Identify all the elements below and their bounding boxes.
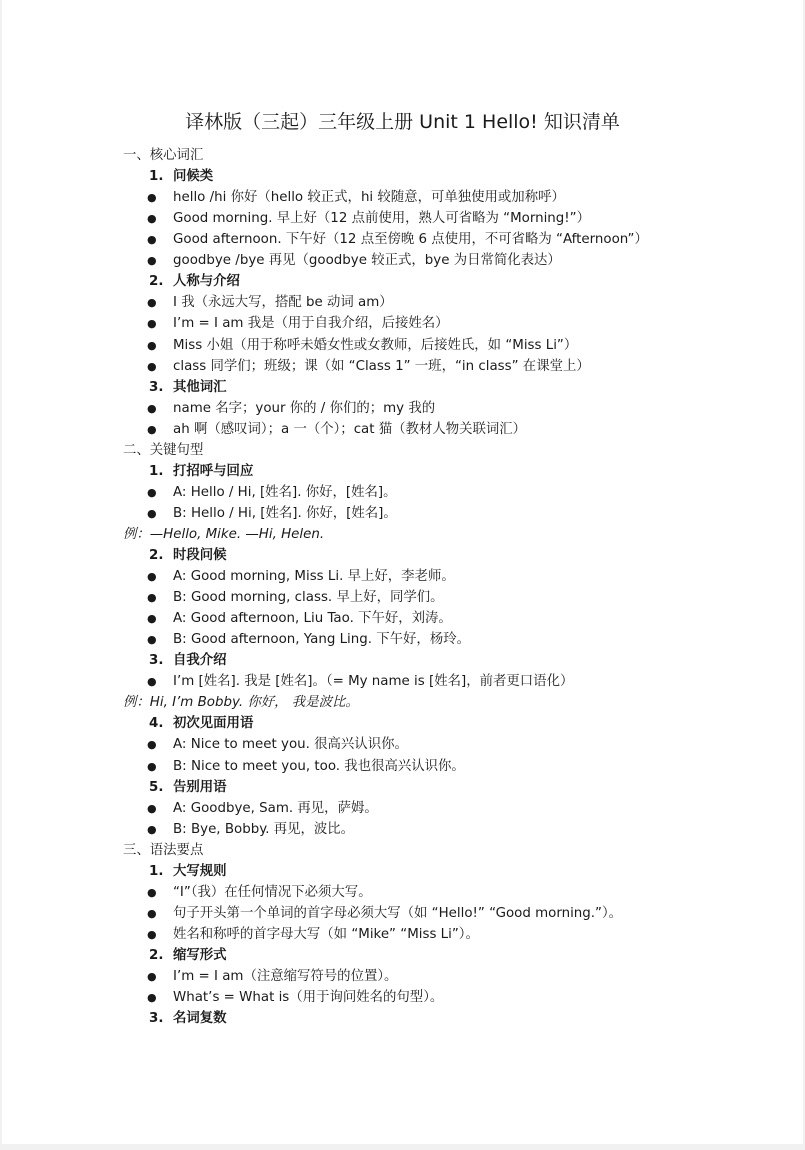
bullet-item-text: Good morning. 早上好（12 点前使用，熟人可省略为 “Morning!”）	[173, 211, 590, 227]
bullet-item	[147, 987, 443, 1008]
bullet-item	[147, 734, 408, 755]
bullet-item-text: class 同学们；班级；课（如 “Class 1” 一班，“in class” 在课堂上）	[173, 358, 590, 374]
bullet-item-text: B: Good afternoon, Yang Ling. 下午好，杨玲。	[173, 632, 470, 648]
subsection-heading	[149, 166, 213, 187]
bullet-icon: ●	[147, 485, 157, 499]
bullet-icon: ●	[147, 233, 157, 247]
subsection-heading	[149, 713, 253, 734]
subsection-heading-text: 名词复数	[173, 1011, 227, 1027]
subsection-number: 1.	[149, 863, 164, 879]
bullet-icon: ●	[147, 212, 157, 226]
subsection-number: 3.	[149, 1011, 164, 1027]
bullet-item-text: Good afternoon. 下午好（12 点至傍晚 6 点使用，不可省略为 “Afternoon”）	[173, 232, 648, 248]
subsection-heading-text: 告别用语	[173, 779, 227, 795]
subsection-number: 2.	[149, 548, 164, 563]
bullet-item	[147, 629, 470, 650]
bullet-item-text: I’m [姓名]. 我是 [姓名]。（= My name is [姓名]，前者更口语化）	[173, 674, 574, 690]
bullet-icon: ●	[147, 906, 157, 920]
bullet-icon: ●	[147, 633, 157, 647]
bullet-item	[147, 187, 565, 208]
subsection-heading	[149, 777, 227, 798]
bullet-item	[147, 313, 449, 334]
bullet-icon: ●	[147, 759, 157, 773]
subsection-number: 2.	[149, 947, 164, 963]
subsection-number: 3.	[149, 653, 164, 669]
subsection-heading-text: 问候类	[173, 169, 214, 185]
bullet-icon: ●	[147, 927, 157, 941]
bullet-item-text: A: Nice to meet you. 很高兴认识你。	[173, 737, 408, 753]
bullet-item	[147, 250, 561, 271]
bullet-item-text: Miss 小姐（用于称呼未婚女性或女教师，后接姓氏，如 “Miss Li”）	[173, 337, 578, 353]
example-line	[123, 524, 324, 545]
bullet-item-text: goodbye /bye 再见（goodbye 较正式，bye 为日常简化表达）	[173, 253, 561, 269]
bullet-item	[147, 356, 590, 377]
bullet-icon: ●	[147, 191, 157, 205]
bullet-item-text: 句子开头第一个单词的首字母必须大写（如 “Hello!” “Good morning.”）。	[173, 905, 623, 921]
bullet-item	[147, 229, 648, 250]
bullet-icon: ●	[147, 612, 157, 626]
bullet-item-text: I 我（永远大写，搭配 be 动词 am）	[173, 295, 393, 311]
section-heading-text: 三、语法要点	[123, 842, 204, 858]
bullet-icon: ●	[147, 591, 157, 604]
document-page	[2, 0, 803, 1144]
subsection-number: 2.	[149, 274, 164, 290]
bullet-item	[147, 482, 397, 503]
bullet-icon: ●	[147, 801, 157, 815]
bullet-item-text: A: Good afternoon, Liu Tao. 下午好，刘涛。	[173, 611, 452, 627]
bullet-item-text: B: Good morning, class. 早上好，同学们。	[173, 590, 444, 605]
example-line-text: 例：Hi, I’m Bobby. 你好， 我是波比。	[123, 695, 359, 711]
bullet-item-text: name 名字；your 你的 / 你们的；my 我的	[173, 400, 436, 416]
subsection-heading	[149, 861, 227, 882]
subsection-heading	[149, 271, 240, 292]
bullet-icon: ●	[147, 675, 157, 689]
bullet-item-text: ah 啊（感叹词）；a 一（个）；cat 猫（教材人物关联词汇）	[173, 421, 527, 437]
subsection-heading-text: 其他词汇	[173, 379, 227, 395]
subsection-heading-text: 缩写形式	[173, 947, 227, 963]
subsection-heading	[149, 945, 227, 966]
subsection-heading-text: 打招呼与回应	[173, 463, 254, 479]
section-heading-text: 一、核心词汇	[123, 148, 204, 163]
bullet-icon: ●	[147, 991, 157, 1004]
bullet-icon: ●	[147, 401, 157, 415]
document-title: 译林版（三起）三年级上册 Unit 1 Hello! 知识清单	[185, 111, 620, 133]
section-heading	[123, 440, 203, 461]
subsection-heading	[149, 650, 227, 671]
bullet-item	[147, 882, 372, 903]
bullet-item-text: What’s = What is（用于询问姓名的句型）。	[173, 990, 444, 1005]
bullet-icon: ●	[147, 338, 157, 352]
bullet-item	[147, 924, 479, 945]
bullet-icon: ●	[147, 506, 157, 520]
bullet-icon: ●	[147, 359, 157, 373]
bullet-item-text: A: Goodbye, Sam. 再见，萨姆。	[173, 800, 378, 816]
subsection-number: 3.	[149, 379, 164, 395]
bullet-item-text: B: Bye, Bobby. 再见，波比。	[173, 821, 355, 837]
section-heading	[123, 840, 203, 861]
bullet-item	[147, 398, 435, 419]
bullet-item	[147, 966, 397, 987]
subsection-heading-text: 自我介绍	[173, 653, 227, 669]
bullet-item	[147, 208, 590, 229]
subsection-heading	[149, 1008, 227, 1029]
subsection-number: 1.	[149, 169, 164, 185]
bullet-item	[147, 503, 397, 524]
bullet-icon: ●	[147, 254, 157, 268]
subsection-number: 5.	[149, 779, 164, 795]
bullet-item-text: B: Hello / Hi, [姓名]. 你好，[姓名]。	[173, 505, 397, 521]
bullet-item-text: I’m = I am（注意缩写符号的位置）。	[173, 969, 398, 984]
bullet-item-text: A: Hello / Hi, [姓名]. 你好，[姓名]。	[173, 484, 397, 500]
bullet-item-text: B: Nice to meet you, too. 我也很高兴认识你。	[173, 758, 465, 774]
bullet-icon: ●	[147, 296, 157, 310]
bullet-item-text: I’m = I am 我是（用于自我介绍，后接姓名）	[173, 316, 449, 332]
bullet-icon: ●	[147, 570, 157, 583]
bullet-icon: ●	[147, 422, 157, 436]
subsection-heading	[149, 377, 227, 398]
section-heading-text: 二、关键句型	[123, 442, 204, 458]
bullet-item	[147, 419, 526, 440]
bullet-icon: ●	[147, 970, 157, 983]
bullet-icon: ●	[147, 885, 157, 899]
bullet-item-text: 姓名和称呼的首字母大写（如 “Mike” “Miss Li”）。	[173, 926, 479, 942]
bullet-item	[147, 566, 455, 587]
bullet-item	[147, 587, 444, 608]
bullet-item-text: “I”（我）在任何情况下必须大写。	[173, 884, 372, 900]
subsection-number: 4.	[149, 716, 164, 732]
section-heading	[123, 145, 203, 166]
bullet-item	[147, 335, 577, 356]
bullet-item	[147, 819, 354, 840]
example-line	[123, 692, 359, 713]
subsection-heading	[149, 461, 253, 482]
bullet-item	[147, 756, 465, 777]
bullet-item-text: hello /hi 你好（hello 较正式，hi 较随意，可单独使用或加称呼）	[173, 190, 565, 206]
subsection-heading	[149, 545, 227, 566]
subsection-heading-text: 初次见面用语	[173, 716, 254, 732]
bullet-item	[147, 292, 393, 313]
bullet-item	[147, 608, 452, 629]
subsection-heading-text: 人称与介绍	[173, 274, 240, 290]
example-line-text: 例：—Hello, Mike. —Hi, Helen.	[123, 526, 325, 542]
bullet-icon: ●	[147, 738, 157, 752]
bullet-item	[147, 671, 573, 692]
subsection-heading-text: 大写规则	[173, 863, 227, 879]
bullet-item-text: A: Good morning, Miss Li. 早上好，李老师。	[173, 569, 455, 584]
subsection-heading-text: 时段问候	[173, 548, 227, 563]
bullet-item	[147, 798, 378, 819]
bullet-item	[147, 903, 622, 924]
bullet-icon: ●	[147, 317, 157, 331]
subsection-number: 1.	[149, 463, 164, 479]
bullet-icon: ●	[147, 822, 157, 836]
